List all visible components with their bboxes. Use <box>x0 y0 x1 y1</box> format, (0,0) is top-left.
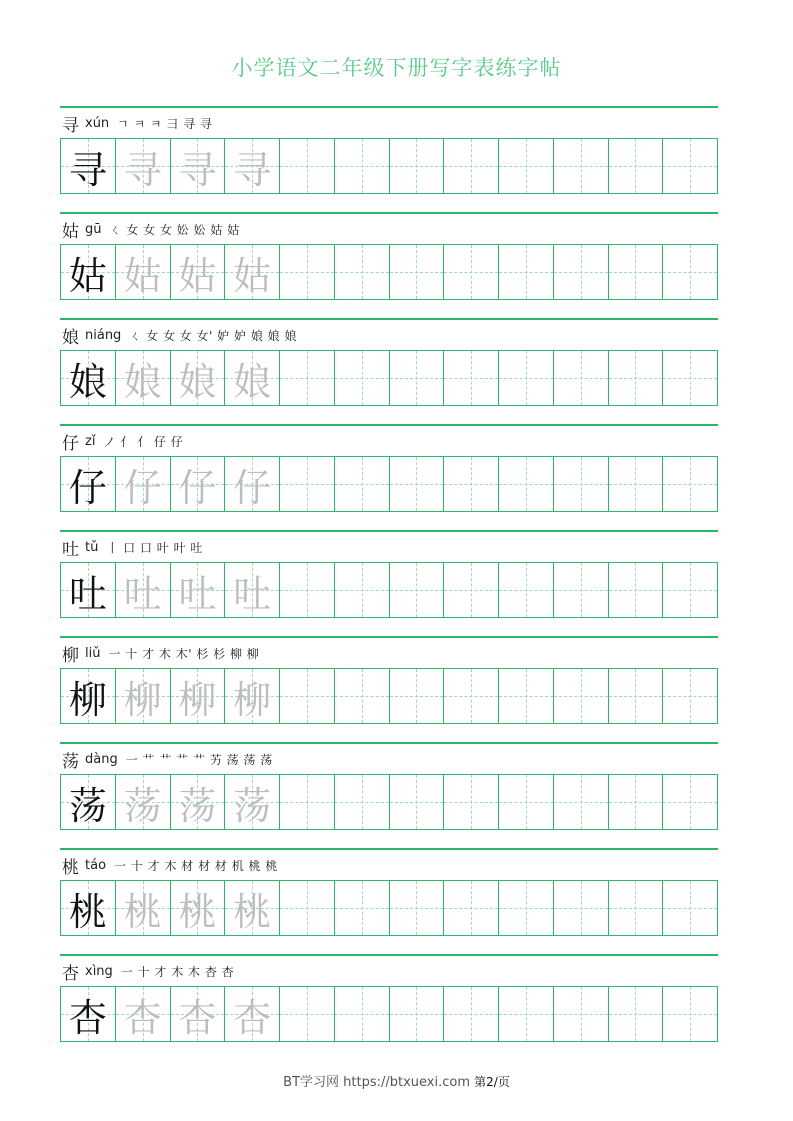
trace-character: 柳 <box>123 677 162 722</box>
model-cell <box>61 881 116 935</box>
blank-practice-cell <box>663 245 717 299</box>
blank-practice-cell <box>609 457 664 511</box>
blank-practice-cell <box>554 669 609 723</box>
blank-practice-cell <box>663 139 717 193</box>
trace-cell <box>171 775 226 829</box>
practice-row <box>60 954 718 1060</box>
writing-grid <box>60 986 718 1042</box>
model-character: 吐 <box>68 571 107 616</box>
blank-practice-cell <box>335 881 390 935</box>
practice-row <box>60 530 718 636</box>
blank-practice-cell <box>499 139 554 193</box>
row-top-divider <box>60 424 718 426</box>
blank-practice-cell <box>609 669 664 723</box>
blank-practice-cell <box>499 563 554 617</box>
practice-row <box>60 106 718 212</box>
blank-practice-cell <box>663 351 717 405</box>
trace-character: 杏 <box>123 995 162 1040</box>
model-cell <box>61 351 116 405</box>
trace-character: 杏 <box>178 995 217 1040</box>
practice-row <box>60 424 718 530</box>
row-top-divider <box>60 954 718 956</box>
trace-character: 娘 <box>233 359 272 404</box>
model-character: 柳 <box>68 677 107 722</box>
row-pinyin: zǐ <box>85 433 96 449</box>
trace-cell <box>116 775 171 829</box>
blank-practice-cell <box>390 669 445 723</box>
blank-practice-cell <box>390 245 445 299</box>
row-top-divider <box>60 318 718 320</box>
practice-row <box>60 742 718 848</box>
blank-practice-cell <box>444 775 499 829</box>
blank-practice-cell <box>335 669 390 723</box>
blank-practice-cell <box>444 457 499 511</box>
row-character: 娘 <box>62 327 79 348</box>
trace-character: 吐 <box>178 571 217 616</box>
model-character: 杏 <box>68 995 107 1040</box>
practice-row <box>60 848 718 954</box>
trace-character: 寻 <box>178 147 217 192</box>
trace-character: 吐 <box>233 571 272 616</box>
trace-cell <box>116 245 171 299</box>
writing-grid <box>60 562 718 618</box>
trace-cell <box>225 987 280 1041</box>
trace-character: 杏 <box>233 995 272 1040</box>
blank-practice-cell <box>280 351 335 405</box>
trace-character: 娘 <box>123 359 162 404</box>
blank-practice-cell <box>554 139 609 193</box>
blank-practice-cell <box>663 669 717 723</box>
blank-practice-cell <box>335 457 390 511</box>
blank-practice-cell <box>444 881 499 935</box>
row-character: 寻 <box>62 115 79 136</box>
writing-grid <box>60 880 718 936</box>
model-cell <box>61 669 116 723</box>
trace-character: 仔 <box>233 465 272 510</box>
page-number: 第2/页 <box>474 1075 510 1089</box>
row-header <box>62 853 278 877</box>
blank-practice-cell <box>280 139 335 193</box>
trace-cell <box>171 563 226 617</box>
trace-character: 姑 <box>123 253 162 298</box>
trace-cell <box>225 457 280 511</box>
blank-practice-cell <box>390 457 445 511</box>
row-top-divider <box>60 636 718 638</box>
footer-site: BT学习网 https://btxuexi.com <box>283 1075 470 1090</box>
page-title: 小学语文二年级下册写字表练字帖 <box>231 56 562 80</box>
blank-practice-cell <box>663 563 717 617</box>
model-cell <box>61 457 116 511</box>
row-character: 姑 <box>62 221 79 242</box>
blank-practice-cell <box>499 987 554 1041</box>
blank-practice-cell <box>390 881 445 935</box>
writing-grid <box>60 244 718 300</box>
writing-grid <box>60 456 718 512</box>
row-top-divider <box>60 848 718 850</box>
row-character: 桃 <box>62 857 79 878</box>
trace-cell <box>116 669 171 723</box>
trace-character: 仔 <box>123 465 162 510</box>
row-top-divider <box>60 530 718 532</box>
row-pinyin: tǔ <box>85 539 99 555</box>
model-cell <box>61 987 116 1041</box>
row-header <box>62 217 240 241</box>
trace-cell <box>116 987 171 1041</box>
blank-practice-cell <box>499 457 554 511</box>
practice-row <box>60 212 718 318</box>
row-character: 杏 <box>62 963 79 984</box>
trace-cell <box>171 987 226 1041</box>
trace-character: 寻 <box>123 147 162 192</box>
blank-practice-cell <box>609 881 664 935</box>
trace-cell <box>225 881 280 935</box>
model-character: 寻 <box>68 147 107 192</box>
blank-practice-cell <box>499 881 554 935</box>
trace-character: 姑 <box>233 253 272 298</box>
blank-practice-cell <box>499 669 554 723</box>
trace-character: 柳 <box>233 677 272 722</box>
trace-cell <box>171 881 226 935</box>
blank-practice-cell <box>390 563 445 617</box>
blank-practice-cell <box>390 775 445 829</box>
writing-grid <box>60 350 718 406</box>
blank-practice-cell <box>609 351 664 405</box>
row-top-divider <box>60 106 718 108</box>
trace-character: 寻 <box>233 147 272 192</box>
row-stroke-order: 丨 口 口 叶 叶 吐 <box>106 540 203 555</box>
row-stroke-order: 一 十 才 木 木' 杉 杉 柳 柳 <box>108 646 260 661</box>
trace-character: 仔 <box>178 465 217 510</box>
blank-practice-cell <box>444 669 499 723</box>
blank-practice-cell <box>444 351 499 405</box>
row-header <box>62 535 203 559</box>
blank-practice-cell <box>444 139 499 193</box>
row-character: 柳 <box>62 645 79 666</box>
row-pinyin: liǔ <box>85 645 101 661</box>
blank-practice-cell <box>663 457 717 511</box>
trace-cell <box>225 245 280 299</box>
blank-practice-cell <box>609 987 664 1041</box>
blank-practice-cell <box>554 775 609 829</box>
blank-practice-cell <box>554 987 609 1041</box>
blank-practice-cell <box>335 245 390 299</box>
trace-character: 桃 <box>123 889 162 934</box>
row-pinyin: xún <box>85 115 110 131</box>
row-pinyin: táo <box>85 857 107 873</box>
blank-practice-cell <box>499 245 554 299</box>
blank-practice-cell <box>280 669 335 723</box>
trace-cell <box>171 139 226 193</box>
trace-character: 荡 <box>123 783 162 828</box>
blank-practice-cell <box>554 563 609 617</box>
blank-practice-cell <box>390 351 445 405</box>
row-pinyin: dàng <box>85 751 118 767</box>
writing-grid <box>60 668 718 724</box>
row-stroke-order: ㄱ ㅋ ㅋ 彐 寻 寻 <box>117 116 213 131</box>
blank-practice-cell <box>554 457 609 511</box>
model-cell <box>61 775 116 829</box>
trace-cell <box>225 139 280 193</box>
blank-practice-cell <box>335 139 390 193</box>
practice-row <box>60 636 718 742</box>
row-header <box>62 959 234 983</box>
trace-cell <box>225 669 280 723</box>
trace-cell <box>225 563 280 617</box>
trace-character: 吐 <box>123 571 162 616</box>
blank-practice-cell <box>554 351 609 405</box>
trace-cell <box>116 563 171 617</box>
trace-cell <box>116 881 171 935</box>
blank-practice-cell <box>280 245 335 299</box>
row-character: 吐 <box>62 539 79 560</box>
row-top-divider <box>60 742 718 744</box>
blank-practice-cell <box>499 351 554 405</box>
blank-practice-cell <box>335 563 390 617</box>
blank-practice-cell <box>280 775 335 829</box>
blank-practice-cell <box>280 881 335 935</box>
blank-practice-cell <box>609 563 664 617</box>
blank-practice-cell <box>390 987 445 1041</box>
trace-cell <box>225 775 280 829</box>
model-cell <box>61 563 116 617</box>
trace-character: 柳 <box>178 677 217 722</box>
trace-character: 娘 <box>178 359 217 404</box>
blank-practice-cell <box>444 563 499 617</box>
trace-cell <box>116 351 171 405</box>
row-pinyin: niáng <box>85 327 122 343</box>
blank-practice-cell <box>609 245 664 299</box>
trace-character: 桃 <box>178 889 217 934</box>
trace-character: 荡 <box>178 783 217 828</box>
blank-practice-cell <box>444 245 499 299</box>
blank-practice-cell <box>335 351 390 405</box>
blank-practice-cell <box>663 775 717 829</box>
writing-grid <box>60 774 718 830</box>
blank-practice-cell <box>390 139 445 193</box>
row-top-divider <box>60 212 718 214</box>
trace-cell <box>171 669 226 723</box>
row-stroke-order: ノ 亻 亻 仔 仔 <box>103 434 184 449</box>
blank-practice-cell <box>280 987 335 1041</box>
row-stroke-order: 一 十 才 木 材 材 材 机 桃 桃 <box>114 858 278 873</box>
blank-practice-cell <box>554 245 609 299</box>
blank-practice-cell <box>280 457 335 511</box>
blank-practice-cell <box>663 987 717 1041</box>
model-character: 娘 <box>68 359 107 404</box>
trace-character: 桃 <box>233 889 272 934</box>
row-stroke-order: 一 艹 艹 艹 艹 艻 荡 荡 荡 <box>125 752 273 767</box>
blank-practice-cell <box>609 139 664 193</box>
blank-practice-cell <box>335 987 390 1041</box>
model-character: 桃 <box>68 889 107 934</box>
row-header <box>62 641 259 665</box>
row-character: 仔 <box>62 433 79 454</box>
trace-cell <box>116 139 171 193</box>
row-character: 荡 <box>62 751 79 772</box>
model-cell <box>61 245 116 299</box>
blank-practice-cell <box>663 881 717 935</box>
blank-practice-cell <box>444 987 499 1041</box>
trace-cell <box>116 457 171 511</box>
row-stroke-order: 一 十 才 木 木 杏 杏 <box>120 964 235 979</box>
row-header <box>62 111 213 135</box>
practice-row <box>60 318 718 424</box>
blank-practice-cell <box>609 775 664 829</box>
row-header <box>62 429 183 453</box>
trace-cell <box>171 457 226 511</box>
trace-cell <box>171 351 226 405</box>
writing-grid <box>60 138 718 194</box>
trace-character: 姑 <box>178 253 217 298</box>
row-header <box>62 747 273 771</box>
model-cell <box>61 139 116 193</box>
row-pinyin: xìng <box>85 963 113 979</box>
row-pinyin: gū <box>85 221 102 237</box>
row-stroke-order: ㄑ 女 女 女 女' 妒 妒 娘 娘 娘 <box>129 328 297 343</box>
model-character: 荡 <box>68 783 107 828</box>
trace-cell <box>171 245 226 299</box>
blank-practice-cell <box>335 775 390 829</box>
trace-character: 荡 <box>233 783 272 828</box>
row-header <box>62 323 297 347</box>
blank-practice-cell <box>554 881 609 935</box>
model-character: 仔 <box>68 465 107 510</box>
row-stroke-order: ㄑ 女 女 女 妐 妐 姑 姑 <box>109 222 240 237</box>
trace-cell <box>225 351 280 405</box>
model-character: 姑 <box>68 253 107 298</box>
page-footer <box>0 1071 793 1090</box>
blank-practice-cell <box>280 563 335 617</box>
blank-practice-cell <box>499 775 554 829</box>
